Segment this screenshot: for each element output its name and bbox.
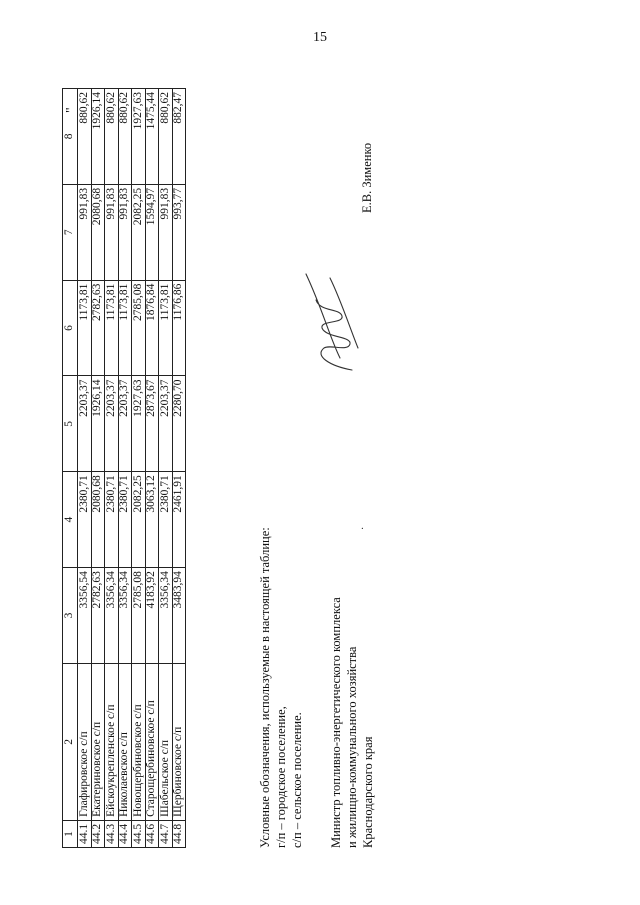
row-number-cell: 44.7: [159, 820, 173, 847]
value-cell: 2082,25: [132, 472, 146, 568]
column-header: 5: [63, 376, 78, 472]
rotated-content: [62, 48, 622, 848]
settlement-name-cell: Шабельское с/п: [159, 663, 173, 820]
value-cell: 1173,81: [159, 280, 173, 376]
value-cell: 2203,37: [105, 376, 119, 472]
value-cell: 991,83: [118, 184, 132, 280]
signatory-title-line: и жилищно-коммунального хозяйства: [345, 646, 359, 848]
value-cell: 2380,71: [105, 472, 119, 568]
value-cell: 2782,63: [91, 280, 105, 376]
page-number: 15: [313, 30, 327, 45]
value-cell: 2873,67: [145, 376, 159, 472]
row-number-cell: 44.5: [132, 820, 146, 847]
value-cell: 1173,81: [78, 280, 92, 376]
value-cell: 3483,94: [172, 568, 186, 664]
table-row: [172, 89, 186, 848]
handwritten-signature: [300, 268, 370, 378]
value-cell: 1173,81: [105, 280, 119, 376]
value-cell: 880,62: [105, 89, 119, 185]
value-cell: 3356,54: [78, 568, 92, 664]
value-cell: 2080,68: [91, 472, 105, 568]
value-cell: 993,77: [172, 184, 186, 280]
value-cell: 2082,25: [132, 184, 146, 280]
table-header-row: [63, 89, 78, 848]
value-cell: 1594,97: [145, 184, 159, 280]
value-cell: 1926,14: [91, 376, 105, 472]
legend-title: Условные обозначения, используемые в настоящей таблице:: [258, 527, 272, 848]
table-row: [145, 89, 159, 848]
settlement-name-cell: Екатериновское с/п: [91, 663, 105, 820]
row-number-cell: 44.3: [105, 820, 119, 847]
value-cell: 880,62: [78, 89, 92, 185]
value-cell: 1927,63: [132, 376, 146, 472]
value-cell: 2380,71: [118, 472, 132, 568]
row-number-cell: 44.6: [145, 820, 159, 847]
legend: [257, 527, 305, 848]
column-header: 3: [63, 568, 78, 664]
signer-name: Е.В. Зименко: [360, 142, 374, 213]
column-header: 7: [63, 184, 78, 280]
closing-quote: ": [64, 107, 79, 113]
value-cell: 2782,63: [91, 568, 105, 664]
value-cell: 2203,37: [159, 376, 173, 472]
value-cell: 2280,70: [172, 376, 186, 472]
column-header: 2: [63, 663, 78, 820]
value-cell: 2461,91: [172, 472, 186, 568]
settlement-name-cell: Ейскоукрепленское с/п: [105, 663, 119, 820]
value-cell: 2380,71: [159, 472, 173, 568]
value-cell: 1927,63: [132, 89, 146, 185]
value-cell: 1475,44: [145, 89, 159, 185]
value-cell: 2785,08: [132, 568, 146, 664]
signatory-title-line: Министр топливно-энергетического комплекса: [329, 597, 343, 848]
row-number-cell: 44.8: [172, 820, 186, 847]
value-cell: 1176,86: [172, 280, 186, 376]
row-number-cell: 44.2: [91, 820, 105, 847]
value-cell: 1173,81: [118, 280, 132, 376]
value-cell: 2203,37: [118, 376, 132, 472]
value-cell: 2080,68: [91, 184, 105, 280]
table-row: [105, 89, 119, 848]
table-row: [118, 89, 132, 848]
dot-mark: ·: [358, 526, 369, 530]
value-cell: 3356,34: [118, 568, 132, 664]
value-cell: 3063,12: [145, 472, 159, 568]
value-cell: 991,83: [159, 184, 173, 280]
value-cell: 882,47: [172, 89, 186, 185]
value-cell: 3356,34: [159, 568, 173, 664]
table-row: [159, 89, 173, 848]
table-row: [78, 89, 92, 848]
table-row: [132, 89, 146, 848]
row-number-cell: 44.4: [118, 820, 132, 847]
settlement-name-cell: Старощербиновское с/п: [145, 663, 159, 820]
settlement-name-cell: Глафировское с/п: [78, 663, 92, 820]
value-cell: 880,62: [159, 89, 173, 185]
column-header: 8: [63, 89, 78, 185]
settlement-name-cell: Новощербиновское с/п: [132, 663, 146, 820]
column-header: 4: [63, 472, 78, 568]
column-header: 1: [63, 820, 78, 847]
table-row: [91, 89, 105, 848]
value-cell: 1876,84: [145, 280, 159, 376]
column-header: 6: [63, 280, 78, 376]
signatory-title-line: Краснодарского края: [361, 736, 375, 848]
legend-line: с/п – сельское поселение.: [290, 712, 304, 848]
value-cell: 2203,37: [78, 376, 92, 472]
signatory-title: [328, 597, 376, 848]
legend-line: г/п – городское поселение,: [274, 706, 288, 848]
value-cell: 3356,34: [105, 568, 119, 664]
row-number-cell: 44.1: [78, 820, 92, 847]
settlement-name-cell: Николаевское с/п: [118, 663, 132, 820]
value-cell: 2785,08: [132, 280, 146, 376]
tariff-table: [62, 88, 186, 848]
value-cell: 880,62: [118, 89, 132, 185]
value-cell: 1926,14: [91, 89, 105, 185]
value-cell: 991,83: [78, 184, 92, 280]
value-cell: 2380,71: [78, 472, 92, 568]
value-cell: 4183,92: [145, 568, 159, 664]
value-cell: 991,83: [105, 184, 119, 280]
settlement-name-cell: Щербиновское с/п: [172, 663, 186, 820]
